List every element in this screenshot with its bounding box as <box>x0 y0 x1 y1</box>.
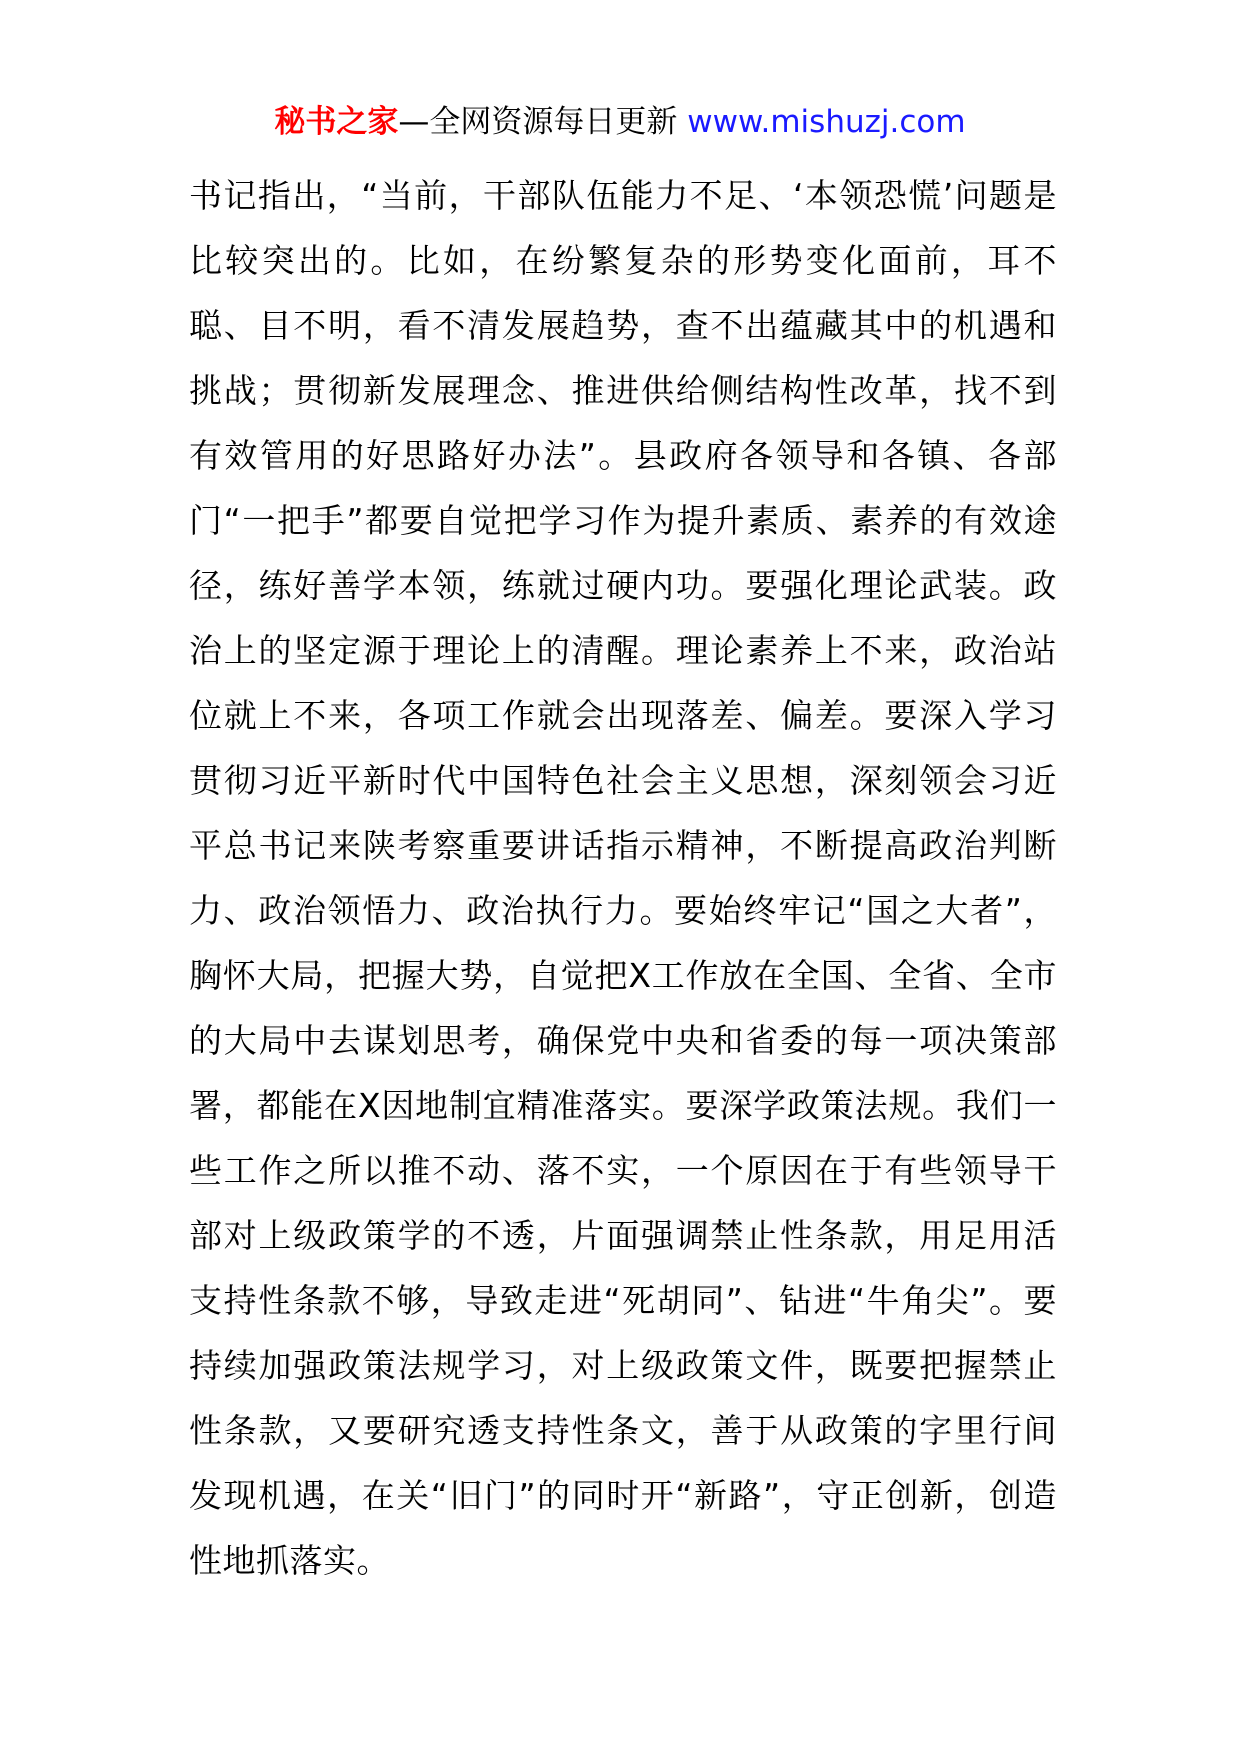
header-tagline: —全网资源每日更新 <box>398 104 688 140</box>
body-paragraph: 书记指出，“当前，干部队伍能力不足、‘本领恐慌’问题是比较突出的。比如，在纷繁复杂的形势变化面前，耳不聪、目不明，看不清发展趋势，查不出蕴藏其中的机遇和挑战；贯彻新发展理念、推进供给侧结构性改革，找不到有效管用的好思路好办法”。县政府各领导和各镇、各部门“一把手”都要自觉把学习作为提升素质、素养的有效途径，练好善学本领，练就过硬内功。要强化理论武装。政治上的坚定源于理论上的清醒。理论素养上不来，政治站位就上不来，各项工作就会出现落差、偏差。要深入学习贯彻习近平新时代中国特色社会主义思想，深刻领会习近平总书记来陕考察重要讲话指示精神，不断提高政治判断力、政治领悟力、政治执行力。要始终牢记“国之大者”，胸怀大局，把握大势，自觉把X工作放在全国、全省、全市的大局中去谋划思考，确保党中央和省委的每一项决策部署，都能在X因地制宜精准落实。要深学政策法规。我们一些工作之所以推不动、落不实，一个原因在于有些领导干部对上级政策学的不透，片面强调禁止性条款，用足用活支持性条款不够，导致走进“死胡同”、钻进“牛角尖”。要持续加强政策法规学习，对上级政策文件，既要把握禁止性条款，又要研究透支持性条文，善于从政策的字里行间发现机遇，在关“旧门”的同时开“新路”，守正创新，创造性地抓落实。 <box>189 176 1057 1580</box>
brand-name: 秘书之家 <box>274 104 399 140</box>
page-header <box>0 100 1240 144</box>
site-url-link[interactable]: www.mishuzj.com <box>687 104 966 140</box>
